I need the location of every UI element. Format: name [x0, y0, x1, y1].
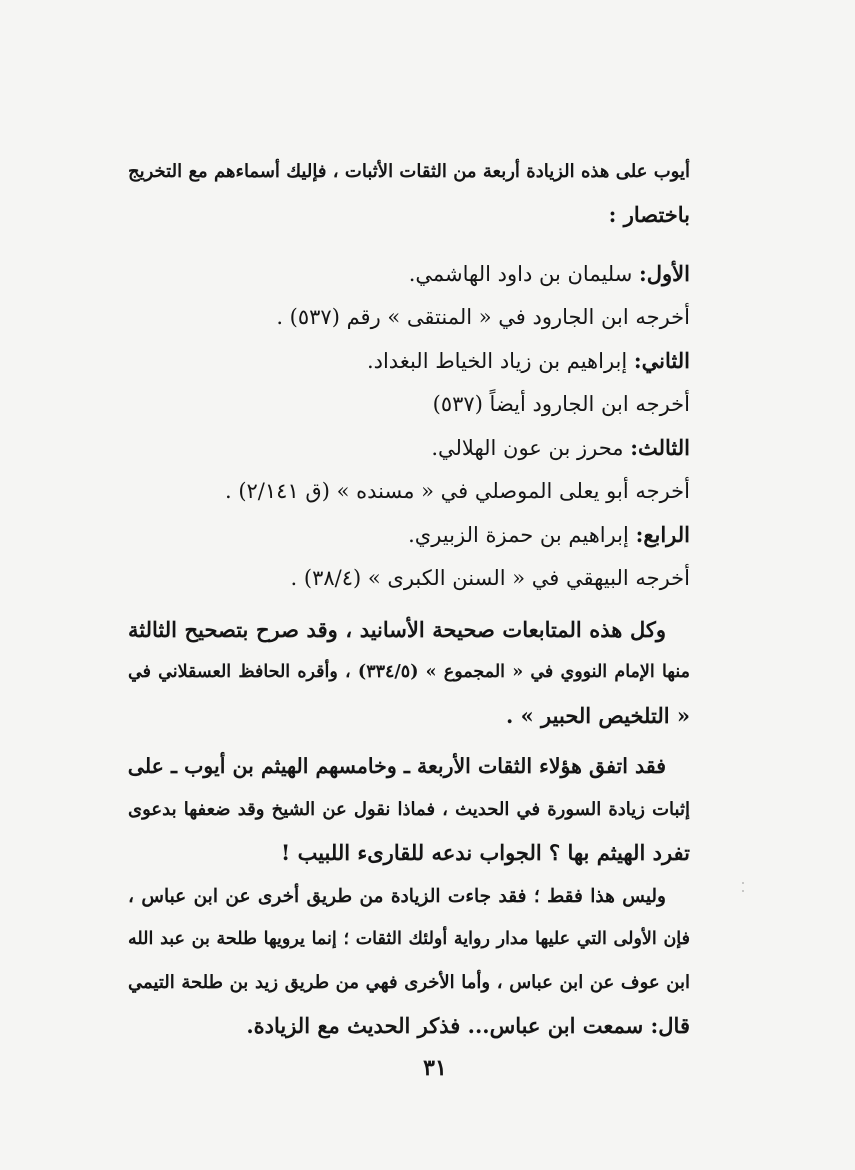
paragraph-2 [128, 745, 690, 874]
para2-line-1: فقد اتفق هؤلاء الثقات الأربعة ـ وخامسهم الهيثم بن أيوب ـ على [127, 754, 666, 778]
narrator-name: سليمان بن داود الهاشمي. [408, 262, 633, 286]
narrator-name: إبراهيم بن حمزة الزبيري. [408, 523, 629, 547]
paragraph-1 [128, 608, 690, 737]
list-item-2-source: أخرجه ابن الجارود أيضاً (٥٣٧) [432, 391, 690, 416]
para3-line-1: وليس هذا فقط ؛ فقد جاءت الزيادة من طريق أخرى عن ابن عباس ، [128, 886, 666, 907]
para1-line-1: وكل هذه المتابعات صحيحة الأسانيد ، وقد صرح بتصحيح الثالثة [128, 617, 666, 642]
narrator-name: إبراهيم بن زياد الخياط البغداد. [366, 349, 628, 373]
ordinal-fourth: الرابع: [635, 522, 690, 547]
scan-speck [742, 890, 744, 892]
para2-line-2: إثبات زيادة السورة في الحديث ، فماذا نقول عن الشيخ وقد ضعفها بدعوى [128, 799, 690, 820]
list-item-1-source: أخرجه ابن الجارود في « المنتقى » رقم (٥٣٧) . [276, 304, 690, 329]
list-item-3-name [200, 426, 690, 470]
ordinal-first: الأول: [639, 261, 690, 286]
page-number: ٣١ [423, 1055, 447, 1081]
list-item-4-name [200, 513, 690, 557]
narrator-name: محرز بن عون الهلالي. [431, 436, 624, 460]
intro-line-1: أيوب على هذه الزيادة أربعة من الثقات الأثبات ، فإليك أسماءهم مع التخريج [128, 161, 690, 182]
para1-line-2: منها الإمام النووي في « المجموع » (٣٣٤/٥) ، وأقره الحافظ العسقلاني في [128, 662, 690, 682]
ordinal-third: الثالث: [630, 435, 690, 460]
para3-line-4: قال: سمعت ابن عباس... فذكر الحديث مع الزيادة. [246, 1013, 690, 1038]
paragraph-3 [128, 875, 690, 1047]
para3-line-3: ابن عوف عن ابن عباس ، وأما الأخرى فهي من طريق زيد بن طلحة التيمي [128, 972, 690, 993]
para1-line-3: « التلخيص الحبير » . [506, 703, 690, 728]
para3-line-2: فإن الأولى التي عليها مدار رواية أولئك الثقات ؛ إنما يرويها طلحة بن عبد الله [128, 929, 690, 949]
list-item-2-name [200, 339, 690, 383]
narrators-list [200, 252, 690, 600]
intro-line-2: باختصار : [608, 202, 690, 227]
para2-line-3: تفرد الهيثم بها ؟ الجواب ندعه للقارىء اللبيب ! [281, 840, 690, 865]
intro-paragraph [128, 150, 690, 236]
ordinal-second: الثاني: [633, 348, 690, 373]
scan-speck [742, 882, 744, 884]
list-item-3-source: أخرجه أبو يعلى الموصلي في « مسنده » (ق ٢/١٤١) . [224, 478, 690, 503]
list-item-4-source: أخرجه البيهقي في « السنن الكبرى » (٣٨/٤) . [290, 565, 690, 590]
list-item-1-name [200, 252, 690, 296]
